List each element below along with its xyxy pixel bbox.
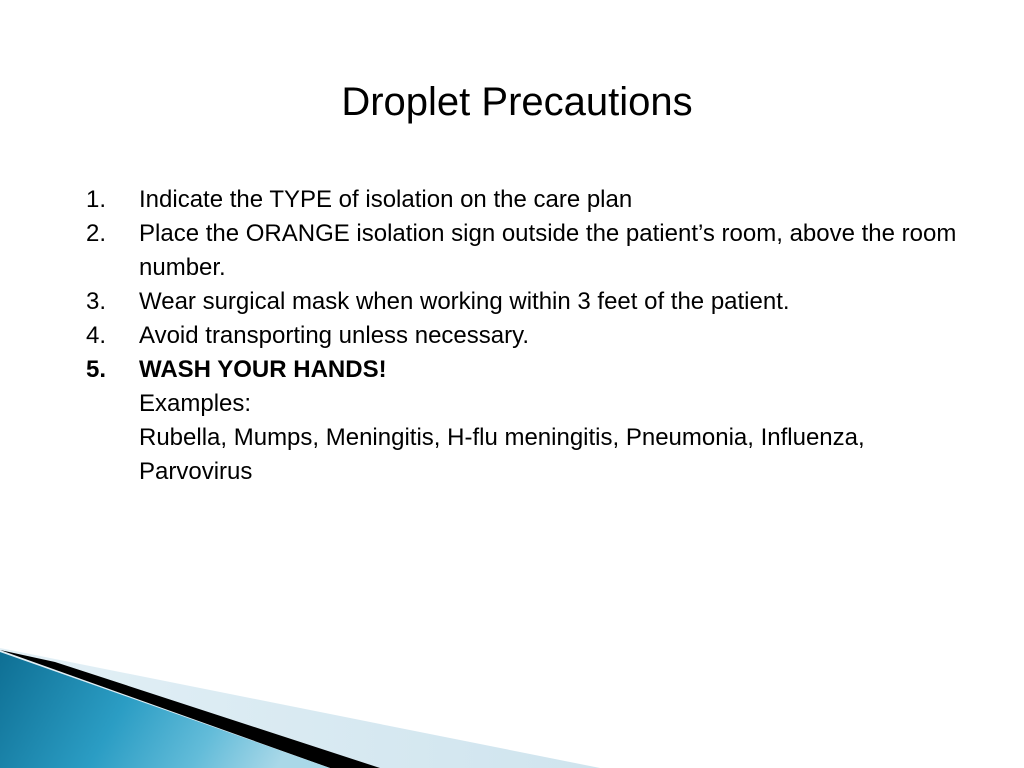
examples-text: Rubella, Mumps, Meningitis, H-flu meningitis, Pneumonia, Influenza, Parvovirus — [139, 424, 865, 485]
list-item — [86, 183, 966, 217]
examples-label: Examples: — [139, 390, 252, 417]
list-item — [86, 353, 966, 387]
list-item-number: 5. — [86, 356, 107, 383]
list-item — [86, 319, 966, 353]
list-item — [86, 217, 966, 285]
corner-wave-decoration — [0, 640, 1024, 768]
list-item — [86, 285, 966, 319]
list-item-number: 1. — [86, 186, 107, 213]
list-item-number: 4. — [86, 322, 107, 349]
list-item-number: 3. — [86, 288, 107, 315]
list-item-text: Indicate the TYPE of isolation on the care plan — [139, 186, 633, 213]
list-item-text: WASH YOUR HANDS! — [139, 356, 387, 383]
list-item-text: Avoid transporting unless necessary. — [139, 322, 529, 349]
list-item-number: 2. — [86, 220, 107, 247]
precautions-list — [86, 183, 966, 489]
list-item-text: Wear surgical mask when working within 3 feet of the patient. — [139, 288, 790, 315]
list-item-text: Place the ORANGE isolation sign outside the patient’s room, above the room number. — [139, 220, 957, 281]
slide-title: Droplet Precautions — [341, 80, 693, 124]
